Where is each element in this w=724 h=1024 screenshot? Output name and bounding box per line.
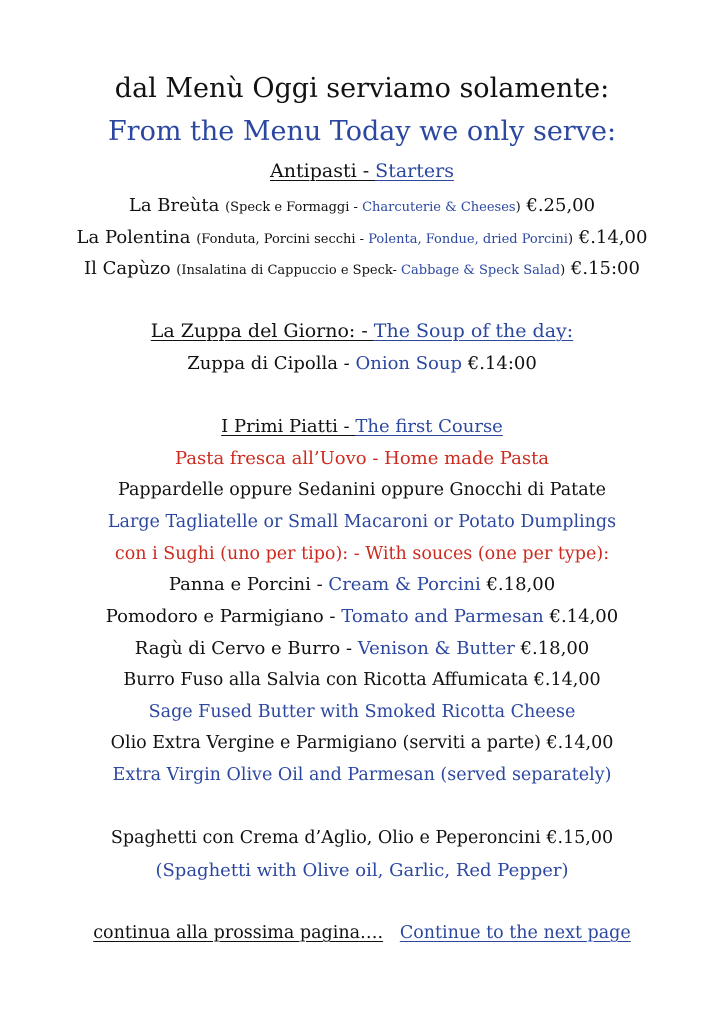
zuppa-heading xyxy=(0,322,724,341)
antipasto-item xyxy=(0,229,724,247)
sauce-it: Panna e Porcini - xyxy=(168,574,329,595)
antipasto-desc-en: Charcuterie & Cheeses xyxy=(362,200,516,215)
antipasto-price: €.14,00 xyxy=(573,227,648,248)
antipasti-heading-it: Antipasti - xyxy=(270,160,376,182)
antipasto-desc-it: Speck e Formaggi - xyxy=(230,200,363,215)
sauce-item xyxy=(0,640,724,658)
zuppa-item xyxy=(0,355,724,373)
antipasto-desc-it: Insalatina di Cappuccio e Speck- xyxy=(181,263,402,278)
sauces-line: con i Sughi (uno per tipo): - With souces (one per type): xyxy=(114,544,610,564)
pasta-types-it: Pappardelle oppure Sedanini oppure Gnocchi di Patate xyxy=(117,480,607,500)
antipasto-desc-en: Cabbage & Speck Salad xyxy=(401,263,561,278)
paren-close: ) xyxy=(560,263,566,278)
primi-heading-en: The first Course xyxy=(355,416,503,437)
zuppa-item-en: Onion Soup xyxy=(355,353,463,374)
antipasto-item xyxy=(0,197,724,215)
zuppa-item-it: Zuppa di Cipolla - xyxy=(187,353,356,374)
continue-it: continua alla prossima pagina…. xyxy=(93,923,384,943)
antipasti-heading xyxy=(0,162,724,181)
antipasto-name: La Polentina xyxy=(76,227,197,248)
sauce-item xyxy=(0,576,724,594)
sauce-it: Pomodoro e Parmigiano - xyxy=(105,606,342,627)
paren-close: ) xyxy=(567,232,574,247)
antipasto-desc-en: Polenta, Fondue, dried Porcini xyxy=(368,232,568,247)
antipasto-name: La Breùta xyxy=(128,195,226,216)
antipasto-name: Il Capùzo xyxy=(84,258,177,279)
sauce-item xyxy=(0,608,724,626)
zuppa-price: €.14:00 xyxy=(462,353,537,374)
sauce-4-en: Sage Fused Butter with Smoked Ricotta Cheese xyxy=(148,702,576,722)
sauce-it: Ragù di Cervo e Burro - xyxy=(134,638,358,659)
continue-line xyxy=(0,925,724,943)
continue-en-link[interactable]: Continue to the next page xyxy=(399,923,631,943)
sauce-price: €.18,00 xyxy=(480,574,556,595)
antipasto-desc-it: Fonduta, Porcini secchi - xyxy=(201,232,369,247)
fresh-pasta-line: Pasta fresca all’Uovo - Home made Pasta xyxy=(174,448,550,469)
menu-title-italian: dal Menù Oggi serviamo solamente: xyxy=(114,73,610,104)
paren-close: ) xyxy=(515,200,521,215)
sauce-5-en: Extra Virgin Olive Oil and Parmesan (served separately) xyxy=(112,765,612,785)
menu-title-english: From the Menu Today we only serve: xyxy=(107,116,617,147)
sauce-price: €.14,00 xyxy=(543,606,619,627)
paren-open: ( xyxy=(196,232,202,247)
sauce-en: Cream & Porcini xyxy=(328,574,481,595)
sauce-en: Tomato and Parmesan xyxy=(341,606,544,627)
antipasto-price: €.15:00 xyxy=(565,258,640,279)
spaghetti-en: (Spaghetti with Olive oil, Garlic, Red Pepper) xyxy=(155,860,569,881)
sauce-4-it: Burro Fuso alla Salvia con Ricotta Affumicata €.14,00 xyxy=(123,670,601,690)
primi-heading-it: I Primi Piatti - xyxy=(221,416,356,437)
spaghetti-it: Spaghetti con Crema d’Aglio, Olio e Peperoncini €.15,00 xyxy=(110,828,614,848)
zuppa-heading-it: La Zuppa del Giorno: - xyxy=(150,320,374,342)
antipasti-heading-en: Starters xyxy=(375,160,454,182)
sauce-price: €.18,00 xyxy=(514,638,590,659)
zuppa-heading-en: The Soup of the day: xyxy=(373,320,574,342)
antipasto-item xyxy=(0,260,724,278)
paren-open: ( xyxy=(176,263,182,278)
sauce-en: Venison & Butter xyxy=(357,638,515,659)
pasta-types-en: Large Tagliatelle or Small Macaroni or Potato Dumplings xyxy=(107,512,617,532)
primi-heading xyxy=(0,418,724,436)
paren-open: ( xyxy=(225,200,231,215)
sauce-5-it: Olio Extra Vergine e Parmigiano (serviti a parte) €.14,00 xyxy=(110,733,614,753)
antipasto-price: €.25,00 xyxy=(520,195,596,216)
